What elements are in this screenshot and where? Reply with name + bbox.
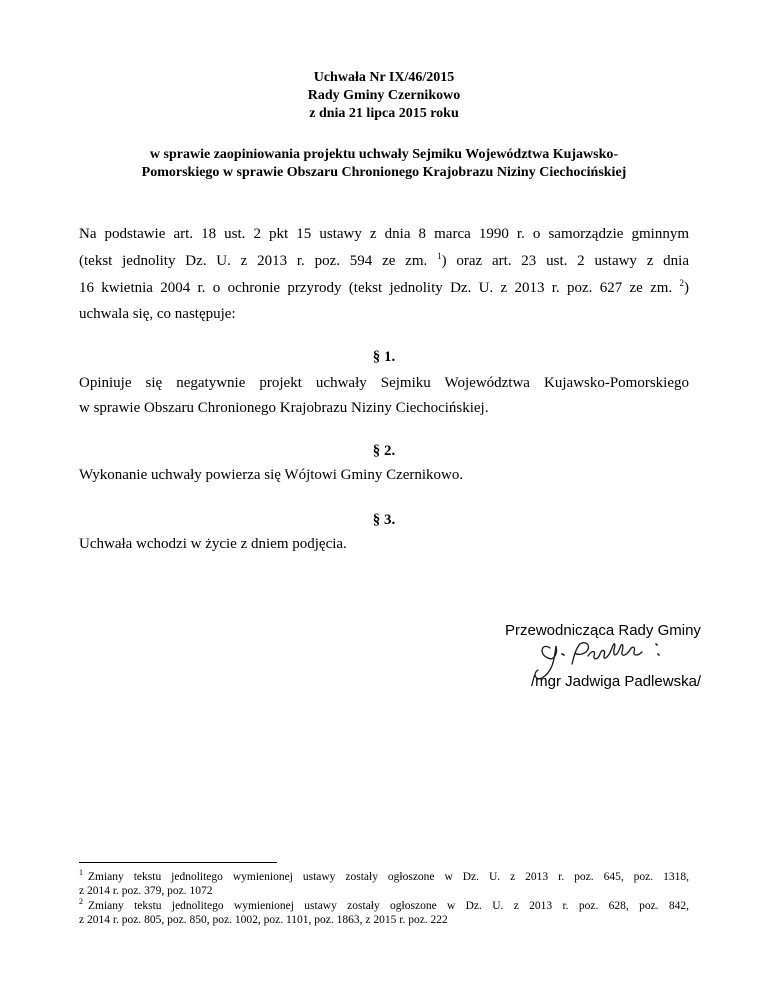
subject-line-1: w sprawie zaopiniowania projektu uchwały Sejmiku Województwa Kujawsko- — [149, 147, 619, 162]
section-3-heading: § 3. — [372, 512, 396, 528]
footnote-2-line-2: z 2014 r. poz. 805, poz. 850, poz. 1002, poz. 1101, poz. 1863, z 2015 r. poz. 222 — [79, 914, 448, 926]
signatory-name: /mgr Jadwiga Padlewska/ — [531, 673, 702, 690]
footnote-1 — [79, 870, 689, 898]
footnote-2-number: 2 — [79, 897, 83, 906]
section-1-heading: § 1. — [372, 349, 396, 365]
section-3-line-1: Uchwała wchodzi w życie z dniem podjęcia. — [79, 536, 347, 552]
footnote-divider — [79, 862, 277, 863]
footnote-1-line-2: z 2014 r. poz. 379, poz. 1072 — [79, 885, 213, 897]
subject-line-2: Pomorskiego w sprawie Obszaru Chronionego Krajobrazu Niziny Ciechocińskiej — [141, 165, 627, 180]
footnote-2-line-1: Zmiany tekstu jednolitego wymienionej ustawy zostały ogłoszone w Dz. U. z 2013 r. poz. 628, poz. 842, — [88, 900, 689, 912]
section-2-heading: § 2. — [372, 443, 396, 459]
resolution-number: Uchwała Nr IX/46/2015 — [313, 70, 455, 85]
section-2-line-1: Wykonanie uchwały powierza się Wójtowi Gminy Czernikowo. — [79, 467, 464, 483]
footnote-1-number: 1 — [79, 868, 83, 877]
signatory-title: Przewodnicząca Rady Gminy — [505, 622, 701, 639]
footnote-2 — [79, 899, 689, 927]
council-name: Rady Gminy Czernikowo — [307, 88, 461, 103]
section-1-line-1: Opiniuje się negatywnie projekt uchwały Sejmiku Województwa Kujawsko-Pomorskiego — [79, 375, 689, 391]
section-1-line-2: w sprawie Obszaru Chronionego Krajobrazu Niziny Ciechocińskiej. — [79, 400, 489, 416]
footnote-ref-2: 2 — [679, 278, 685, 288]
preamble-line-3: 16 kwietnia 2004 r. o ochronie przyrody (tekst jednolity Dz. U. z 2013 r. poz. 627 ze zm. $^2$) — [79, 278, 690, 296]
footnote-ref-1: 1 — [437, 251, 442, 261]
resolution-date: z dnia 21 lipca 2015 roku — [309, 106, 459, 121]
footnote-1-line-1: Zmiany tekstu jednolitego wymienionej ustawy zostały ogłoszone w Dz. U. z 2013 r. poz. 645, poz. 1318, — [88, 871, 689, 883]
preamble-line-2: (tekst jednolity Dz. U. z 2013 r. poz. 594 ze zm. $^1$) oraz art. 23 ust. 2 ustawy z dnia — [79, 251, 690, 269]
preamble-line-4: uchwala się, co następuje: — [79, 306, 236, 322]
preamble-line-1: Na podstawie art. 18 ust. 2 pkt 15 ustawy z dnia 8 marca 1990 r. o samorządzie gminnym — [79, 226, 689, 242]
